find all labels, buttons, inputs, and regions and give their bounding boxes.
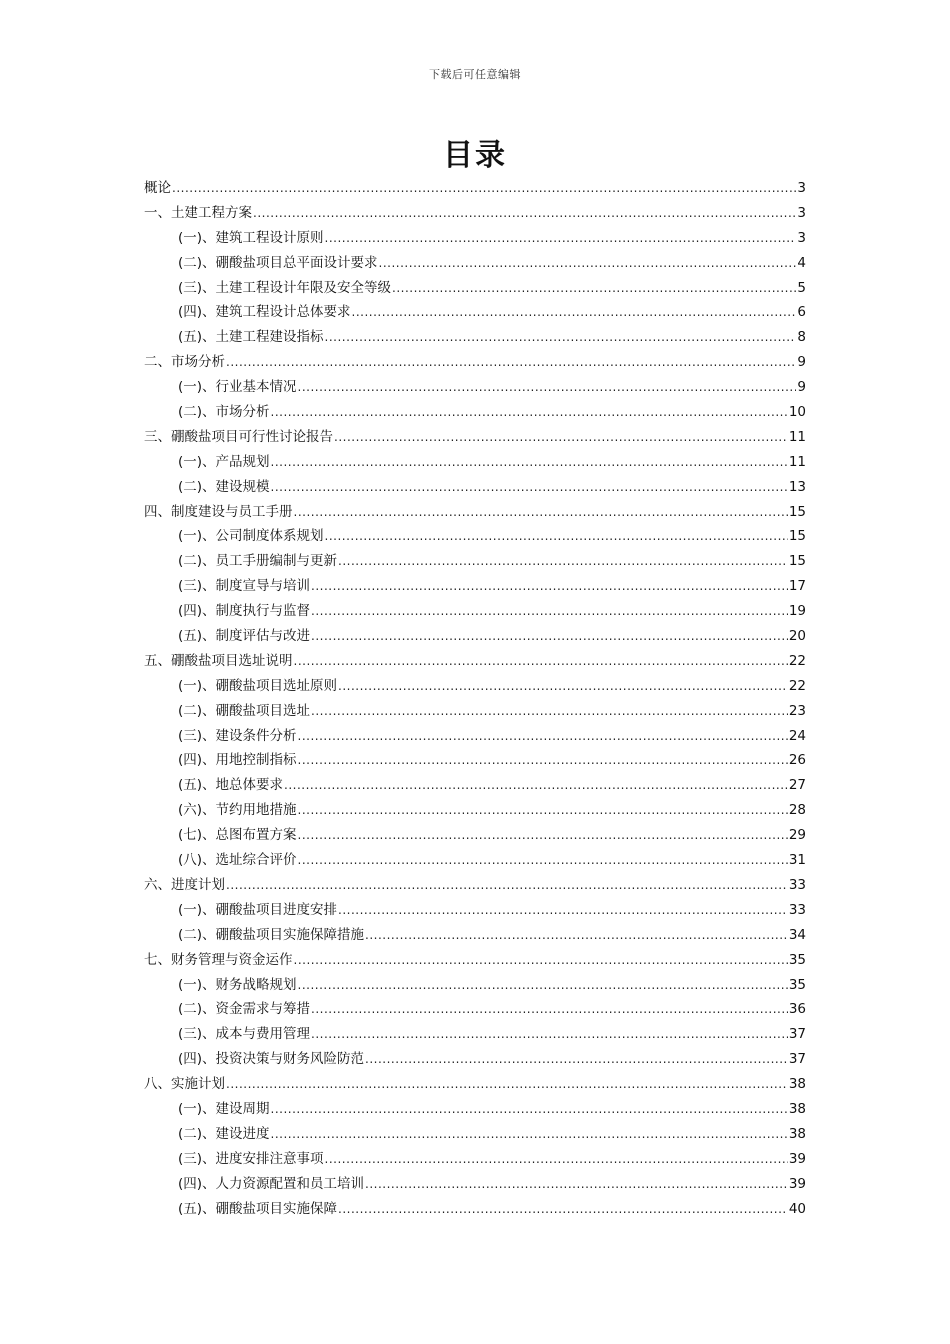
toc-subentry[interactable] bbox=[144, 599, 806, 624]
toc-entry-label[interactable]: 二、市场分析 bbox=[144, 354, 225, 371]
dot-leader bbox=[294, 500, 788, 525]
toc-entry-page-number[interactable]: 9 bbox=[797, 379, 806, 396]
table-of-contents bbox=[144, 176, 806, 1221]
toc-subentry[interactable] bbox=[144, 1147, 806, 1172]
toc-entry-label[interactable]: (一)、建筑工程设计原则 bbox=[178, 229, 324, 246]
toc-entry-label[interactable]: (二)、硼酸盐项目选址 bbox=[178, 702, 311, 719]
toc-entry-label[interactable]: (三)、制度宣导与培训 bbox=[178, 578, 311, 595]
toc-entry-page-number[interactable]: 15 bbox=[788, 528, 806, 545]
dot-leader bbox=[284, 773, 788, 798]
toc-subentry[interactable] bbox=[144, 226, 806, 251]
toc-entry-label[interactable]: (七)、总图布置方案 bbox=[178, 827, 297, 844]
dot-leader bbox=[325, 524, 788, 549]
toc-subentry[interactable] bbox=[144, 375, 806, 400]
toc-entry-label[interactable]: (一)、硼酸盐项目进度安排 bbox=[178, 901, 338, 918]
toc-entry-label[interactable]: (一)、公司制度体系规划 bbox=[178, 528, 324, 545]
toc-entry-label[interactable]: (二)、市场分析 bbox=[178, 404, 270, 421]
toc-entry-page-number[interactable]: 19 bbox=[788, 603, 806, 620]
toc-entry[interactable] bbox=[144, 649, 806, 674]
dot-leader bbox=[226, 1072, 788, 1097]
toc-subentry[interactable] bbox=[144, 549, 806, 574]
toc-entry-label[interactable]: (三)、土建工程设计年限及安全等级 bbox=[178, 279, 392, 296]
toc-entry-page-number[interactable]: 33 bbox=[788, 876, 806, 893]
toc-entry-label[interactable]: (四)、建筑工程设计总体要求 bbox=[178, 304, 351, 321]
toc-entry-page-number[interactable]: 22 bbox=[788, 652, 806, 669]
dot-leader bbox=[294, 649, 788, 674]
dot-leader bbox=[226, 350, 796, 375]
toc-entry-label[interactable]: 八、实施计划 bbox=[144, 1076, 225, 1093]
toc-entry-page-number[interactable]: 36 bbox=[788, 1001, 806, 1018]
dot-leader bbox=[338, 898, 788, 923]
toc-entry-page-number[interactable]: 39 bbox=[788, 1150, 806, 1167]
toc-subentry[interactable] bbox=[144, 898, 806, 923]
dot-leader bbox=[271, 1122, 788, 1147]
toc-entry-page-number[interactable]: 3 bbox=[797, 229, 806, 246]
toc-entry-label[interactable]: (三)、成本与费用管理 bbox=[178, 1026, 311, 1043]
toc-subentry[interactable] bbox=[144, 997, 806, 1022]
dot-leader bbox=[352, 300, 797, 325]
toc-entry-label[interactable]: 一、土建工程方案 bbox=[144, 204, 252, 221]
toc-subentry[interactable] bbox=[144, 276, 806, 301]
toc-entry-page-number[interactable]: 13 bbox=[788, 478, 806, 495]
toc-entry-page-number[interactable]: 38 bbox=[788, 1100, 806, 1117]
page-title: 目录 bbox=[443, 138, 507, 173]
toc-subentry[interactable] bbox=[144, 450, 806, 475]
toc-entry-page-number[interactable]: 9 bbox=[797, 354, 806, 371]
toc-subentry[interactable] bbox=[144, 300, 806, 325]
dot-leader bbox=[365, 1047, 788, 1072]
dot-leader bbox=[298, 798, 788, 823]
toc-subentry[interactable] bbox=[144, 699, 806, 724]
toc-entry-label[interactable]: (六)、节约用地措施 bbox=[178, 802, 297, 819]
toc-entry-page-number[interactable]: 35 bbox=[788, 976, 806, 993]
toc-entry-label[interactable]: (二)、建设规模 bbox=[178, 478, 270, 495]
toc-entry-label[interactable]: (八)、选址综合评价 bbox=[178, 852, 297, 869]
dot-leader bbox=[311, 574, 788, 599]
toc-entry-page-number[interactable]: 11 bbox=[788, 428, 806, 445]
toc-entry-page-number[interactable]: 39 bbox=[788, 1175, 806, 1192]
toc-subentry[interactable] bbox=[144, 251, 806, 276]
toc-entry-page-number[interactable]: 34 bbox=[788, 926, 806, 943]
dot-leader bbox=[298, 848, 788, 873]
toc-entry-label[interactable]: (五)、地总体要求 bbox=[178, 777, 284, 794]
toc-entry-label[interactable]: (四)、投资决策与财务风险防范 bbox=[178, 1051, 365, 1068]
dot-leader bbox=[271, 475, 788, 500]
toc-subentry[interactable] bbox=[144, 624, 806, 649]
toc-subentry[interactable] bbox=[144, 1122, 806, 1147]
toc-entry[interactable] bbox=[144, 1072, 806, 1097]
header-note: 下载后可任意编辑 bbox=[429, 68, 521, 81]
toc-entry-label[interactable]: 概论 bbox=[144, 180, 171, 196]
dot-leader bbox=[298, 724, 788, 749]
toc-subentry[interactable] bbox=[144, 524, 806, 549]
toc-entry[interactable] bbox=[144, 176, 806, 201]
toc-entry-page-number[interactable]: 35 bbox=[788, 951, 806, 968]
toc-entry-page-number[interactable]: 8 bbox=[797, 329, 806, 346]
dot-leader bbox=[298, 973, 788, 998]
toc-entry-page-number[interactable]: 10 bbox=[788, 404, 806, 421]
toc-subentry[interactable] bbox=[144, 748, 806, 773]
toc-entry-label[interactable]: (二)、硼酸盐项目实施保障措施 bbox=[178, 926, 365, 943]
toc-entry-page-number[interactable]: 15 bbox=[788, 503, 806, 520]
dot-leader bbox=[392, 276, 796, 301]
toc-entry-page-number[interactable]: 27 bbox=[788, 777, 806, 794]
dot-leader bbox=[365, 1172, 788, 1197]
toc-entry-page-number[interactable]: 15 bbox=[788, 553, 806, 570]
toc-entry-label[interactable]: (一)、行业基本情况 bbox=[178, 379, 297, 396]
toc-entry-label[interactable]: (三)、进度安排注意事项 bbox=[178, 1150, 324, 1167]
toc-entry-label[interactable]: (一)、产品规划 bbox=[178, 453, 270, 470]
dot-leader bbox=[325, 325, 797, 350]
toc-entry-page-number[interactable]: 5 bbox=[797, 279, 806, 296]
toc-entry[interactable] bbox=[144, 873, 806, 898]
toc-subentry[interactable] bbox=[144, 674, 806, 699]
toc-entry-page-number[interactable]: 24 bbox=[788, 727, 806, 744]
dot-leader bbox=[338, 1197, 788, 1222]
toc-subentry[interactable] bbox=[144, 1047, 806, 1072]
toc-entry-page-number[interactable]: 17 bbox=[788, 578, 806, 595]
toc-subentry[interactable] bbox=[144, 848, 806, 873]
dot-leader bbox=[311, 624, 788, 649]
dot-leader bbox=[294, 948, 788, 973]
toc-entry-label[interactable]: (四)、用地控制指标 bbox=[178, 752, 297, 769]
dot-leader bbox=[325, 226, 797, 251]
toc-entry[interactable] bbox=[144, 425, 806, 450]
toc-entry-page-number[interactable]: 3 bbox=[797, 180, 806, 196]
dot-leader bbox=[271, 450, 788, 475]
toc-subentry[interactable] bbox=[144, 1197, 806, 1222]
toc-entry-label[interactable]: (四)、人力资源配置和员工培训 bbox=[178, 1175, 365, 1192]
toc-entry-page-number[interactable]: 37 bbox=[788, 1026, 806, 1043]
toc-subentry[interactable] bbox=[144, 1172, 806, 1197]
toc-subentry[interactable] bbox=[144, 1022, 806, 1047]
toc-subentry[interactable] bbox=[144, 798, 806, 823]
dot-leader bbox=[379, 251, 797, 276]
dot-leader bbox=[311, 1022, 788, 1047]
toc-entry-label[interactable]: 四、制度建设与员工手册 bbox=[144, 503, 293, 520]
toc-entry-page-number[interactable]: 33 bbox=[788, 901, 806, 918]
dot-leader bbox=[365, 923, 788, 948]
dot-leader bbox=[271, 400, 788, 425]
toc-entry-page-number[interactable]: 26 bbox=[788, 752, 806, 769]
toc-entry-label[interactable]: 三、硼酸盐项目可行性讨论报告 bbox=[144, 428, 333, 445]
toc-entry-page-number[interactable]: 4 bbox=[797, 254, 806, 271]
toc-entry-page-number[interactable]: 31 bbox=[788, 852, 806, 869]
dot-leader bbox=[298, 823, 788, 848]
toc-entry-label[interactable]: 五、硼酸盐项目选址说明 bbox=[144, 652, 293, 669]
toc-entry-page-number[interactable]: 37 bbox=[788, 1051, 806, 1068]
toc-entry[interactable] bbox=[144, 350, 806, 375]
dot-leader bbox=[271, 1097, 788, 1122]
toc-subentry[interactable] bbox=[144, 400, 806, 425]
toc-subentry[interactable] bbox=[144, 325, 806, 350]
toc-entry-page-number[interactable]: 6 bbox=[797, 304, 806, 321]
toc-entry-label[interactable]: (一)、硼酸盐项目选址原则 bbox=[178, 677, 338, 694]
dot-leader bbox=[334, 425, 788, 450]
toc-subentry[interactable] bbox=[144, 475, 806, 500]
toc-entry-label[interactable]: (二)、硼酸盐项目总平面设计要求 bbox=[178, 254, 378, 271]
toc-entry-label[interactable]: 六、进度计划 bbox=[144, 876, 225, 893]
dot-leader bbox=[338, 549, 788, 574]
toc-entry-label[interactable]: 七、财务管理与资金运作 bbox=[144, 951, 293, 968]
toc-entry-page-number[interactable]: 40 bbox=[788, 1200, 806, 1217]
dot-leader bbox=[311, 699, 788, 724]
toc-subentry[interactable] bbox=[144, 1097, 806, 1122]
toc-subentry[interactable] bbox=[144, 724, 806, 749]
toc-entry-page-number[interactable]: 28 bbox=[788, 802, 806, 819]
toc-subentry[interactable] bbox=[144, 923, 806, 948]
toc-subentry[interactable] bbox=[144, 823, 806, 848]
toc-entry-label[interactable]: (一)、财务战略规划 bbox=[178, 976, 297, 993]
toc-entry[interactable] bbox=[144, 201, 806, 226]
toc-entry-page-number[interactable]: 11 bbox=[788, 453, 806, 470]
dot-leader bbox=[172, 176, 796, 201]
dot-leader bbox=[311, 599, 788, 624]
toc-entry-page-number[interactable]: 23 bbox=[788, 702, 806, 719]
toc-entry-label[interactable]: (四)、制度执行与监督 bbox=[178, 603, 311, 620]
toc-entry-page-number[interactable]: 38 bbox=[788, 1076, 806, 1093]
toc-entry-label[interactable]: (五)、硼酸盐项目实施保障 bbox=[178, 1200, 338, 1217]
dot-leader bbox=[325, 1147, 788, 1172]
toc-entry-page-number[interactable]: 38 bbox=[788, 1125, 806, 1142]
toc-entry-label[interactable]: (二)、建设进度 bbox=[178, 1125, 270, 1142]
toc-entry-label[interactable]: (一)、建设周期 bbox=[178, 1100, 270, 1117]
toc-subentry[interactable] bbox=[144, 773, 806, 798]
toc-entry[interactable] bbox=[144, 500, 806, 525]
toc-entry-page-number[interactable]: 22 bbox=[788, 677, 806, 694]
toc-entry[interactable] bbox=[144, 948, 806, 973]
toc-subentry[interactable] bbox=[144, 574, 806, 599]
toc-entry-page-number[interactable]: 20 bbox=[788, 628, 806, 645]
toc-entry-label[interactable]: (三)、建设条件分析 bbox=[178, 727, 297, 744]
dot-leader bbox=[338, 674, 788, 699]
dot-leader bbox=[253, 201, 796, 226]
dot-leader bbox=[311, 997, 788, 1022]
toc-entry-page-number[interactable]: 3 bbox=[797, 204, 806, 221]
dot-leader bbox=[298, 748, 788, 773]
toc-subentry[interactable] bbox=[144, 973, 806, 998]
toc-entry-label[interactable]: (五)、制度评估与改进 bbox=[178, 628, 311, 645]
toc-entry-label[interactable]: (二)、资金需求与筹措 bbox=[178, 1001, 311, 1018]
dot-leader bbox=[298, 375, 797, 400]
toc-entry-label[interactable]: (五)、土建工程建设指标 bbox=[178, 329, 324, 346]
dot-leader bbox=[226, 873, 788, 898]
toc-entry-page-number[interactable]: 29 bbox=[788, 827, 806, 844]
toc-entry-label[interactable]: (二)、员工手册编制与更新 bbox=[178, 553, 338, 570]
